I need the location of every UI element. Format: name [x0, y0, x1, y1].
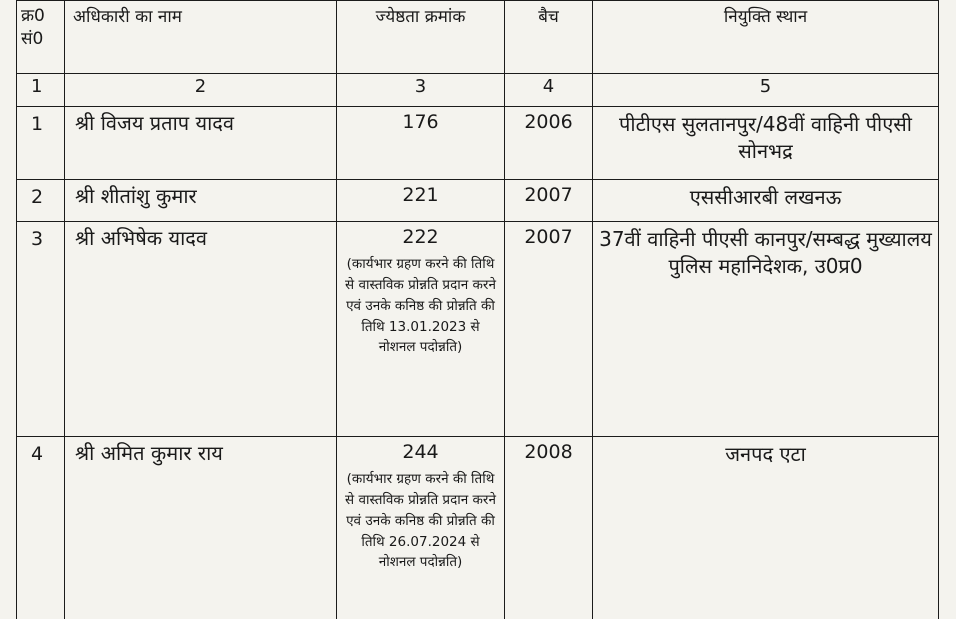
- seniority-cell: [337, 222, 505, 437]
- batch-year: 2007: [505, 222, 593, 437]
- table-header-row: [17, 1, 939, 74]
- row-serial: 1: [17, 107, 65, 180]
- posting-place: 37वीं वाहिनी पीएसी कानपुर/सम्बद्ध मुख्यालय पुलिस महानिदेशक, उ0प्र0: [593, 222, 939, 437]
- header-serial: क्र0 सं0: [17, 1, 65, 74]
- table-row: [17, 437, 939, 619]
- batch-year: 2006: [505, 107, 593, 180]
- posting-place: एससीआरबी लखनऊ: [593, 180, 939, 222]
- row-serial: 2: [17, 180, 65, 222]
- posting-place: पीटीएस सुलतानपुर/48वीं वाहिनी पीएसी सोनभद्र: [593, 107, 939, 180]
- column-number: 3: [337, 74, 505, 107]
- seniority-number: 244: [402, 441, 439, 463]
- officer-name: श्री अमित कुमार राय: [65, 437, 337, 619]
- seniority-cell: [337, 107, 505, 180]
- promotion-note: (कार्यभार ग्रहण करने की तिथि से वास्तविक प्रोन्नति प्रदान करने एवं उनके कनिष्ठ की प्रोन्नति की तिथि 13.01.2023 से नोशनल पदोन्नति): [345, 255, 496, 356]
- officer-name: श्री विजय प्रताप यादव: [65, 107, 337, 180]
- batch-year: 2008: [505, 437, 593, 619]
- row-serial: 4: [17, 437, 65, 619]
- column-number: 4: [505, 74, 593, 107]
- batch-year: 2007: [505, 180, 593, 222]
- posting-place: जनपद एटा: [593, 437, 939, 619]
- promotion-note: (कार्यभार ग्रहण करने की तिथि से वास्तविक प्रोन्नति प्रदान करने एवं उनके कनिष्ठ की प्रोन्नति की तिथि 26.07.2024 से नोशनल पदोन्नति): [345, 470, 496, 571]
- table-row: [17, 180, 939, 222]
- column-number: 1: [17, 74, 65, 107]
- column-number: 2: [65, 74, 337, 107]
- seniority-number: 222: [402, 226, 439, 248]
- header-officer-name: अधिकारी का नाम: [65, 1, 337, 74]
- header-batch: बैच: [505, 1, 593, 74]
- column-number-row: [17, 74, 939, 107]
- officer-name: श्री शीतांशु कुमार: [65, 180, 337, 222]
- header-posting: नियुक्ति स्थान: [593, 1, 939, 74]
- seniority-number: 176: [402, 111, 439, 133]
- seniority-number: 221: [402, 184, 439, 206]
- table-row: [17, 107, 939, 180]
- row-serial: 3: [17, 222, 65, 437]
- officer-posting-table: [16, 0, 939, 619]
- column-number: 5: [593, 74, 939, 107]
- seniority-cell: [337, 437, 505, 619]
- seniority-cell: [337, 180, 505, 222]
- header-seniority: ज्येष्ठता क्रमांक: [337, 1, 505, 74]
- table-row: [17, 222, 939, 437]
- officer-name: श्री अभिषेक यादव: [65, 222, 337, 437]
